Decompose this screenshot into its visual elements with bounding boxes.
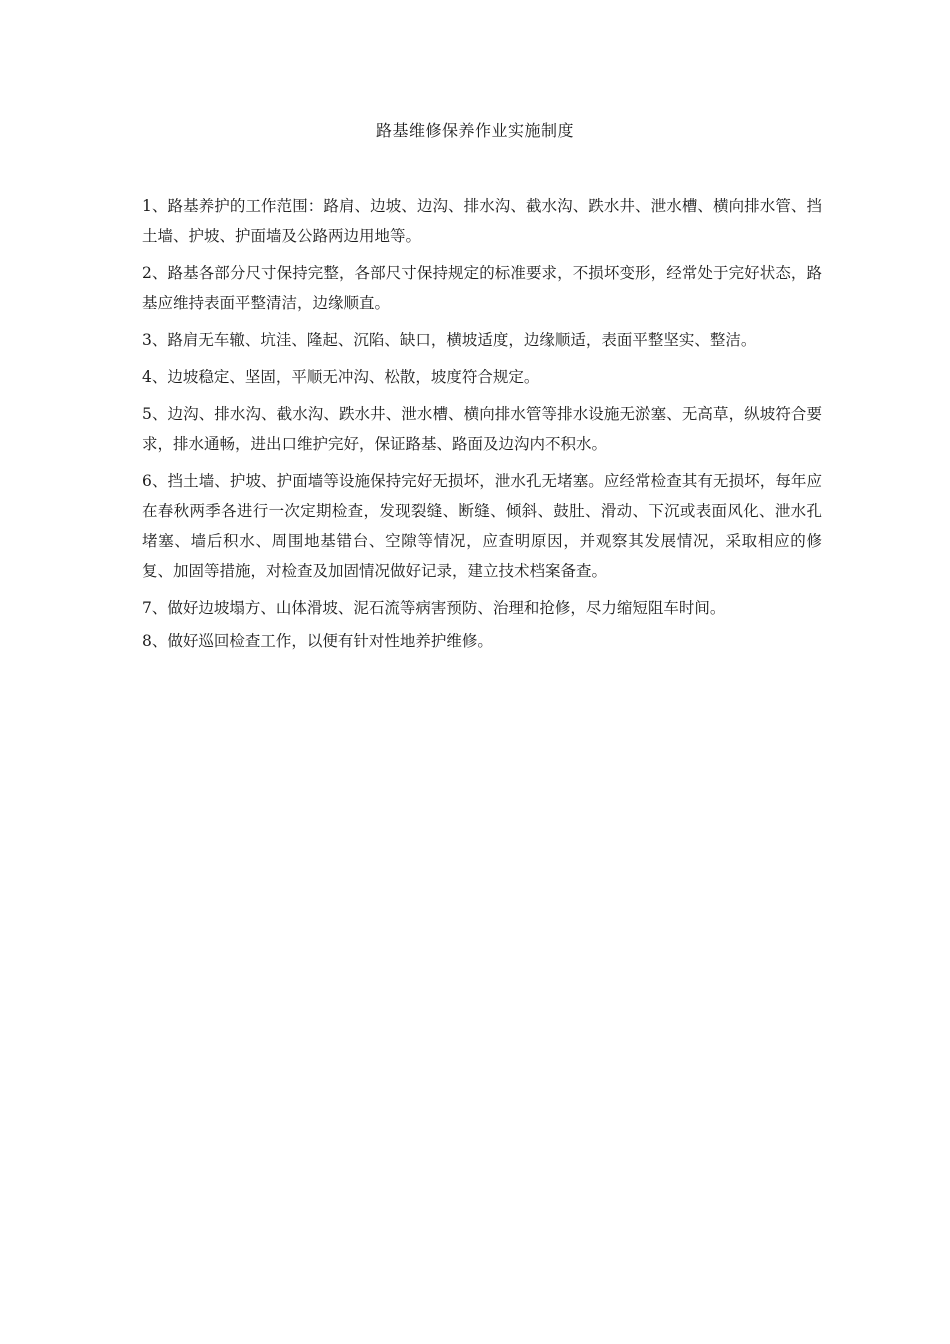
paragraph-7: 7、做好边坡塌方、山体滑坡、泥石流等病害预防、治理和抢修，尽力缩短阻车时间。 bbox=[142, 599, 726, 617]
paragraph-3: 3、路肩无车辙、坑洼、隆起、沉陷、缺口，横坡适度，边缘顺适，表面平整坚实、整洁。 bbox=[142, 331, 757, 349]
paragraph-2: 2、路基各部分尺寸保持完整，各部尺寸保持规定的标准要求，不损坏变形，经常处于完好状态，路基应维持表面平整清洁，边缘顺直。 bbox=[142, 264, 822, 312]
paragraph-5: 5、边沟、排水沟、截水沟、跌水井、泄水槽、横向排水管等排水设施无淤塞、无高草，纵坡符合要求，排水通畅，进出口维护完好，保证路基、路面及边沟内不积水。 bbox=[142, 405, 822, 453]
paragraph-8: 8、做好巡回检查工作，以便有针对性地养护维修。 bbox=[142, 632, 493, 650]
paragraph-4: 4、边坡稳定、坚固，平顺无冲沟、松散，坡度符合规定。 bbox=[142, 368, 540, 386]
document-body bbox=[142, 191, 822, 663]
paragraph-1: 1、路基养护的工作范围：路肩、边坡、边沟、排水沟、截水沟、跌水井、泄水槽、横向排水管、挡土墙、护坡、护面墙及公路两边用地等。 bbox=[142, 197, 822, 245]
paragraph-6: 6、挡土墙、护坡、护面墙等设施保持完好无损坏，泄水孔无堵塞。应经常检查其有无损坏，每年应在春秋两季各进行一次定期检查，发现裂缝、断缝、倾斜、鼓肚、滑动、下沉或表面风化、泄水孔堵塞、墙后积水、周围地基错台、空隙等情况，应查明原因，并观察其发展情况，采取相应的修复、加固等措施，对检查及加固情况做好记录，建立技术档案备查。 bbox=[142, 472, 822, 580]
document-title: 路基维修保养作业实施制度 bbox=[375, 121, 574, 140]
